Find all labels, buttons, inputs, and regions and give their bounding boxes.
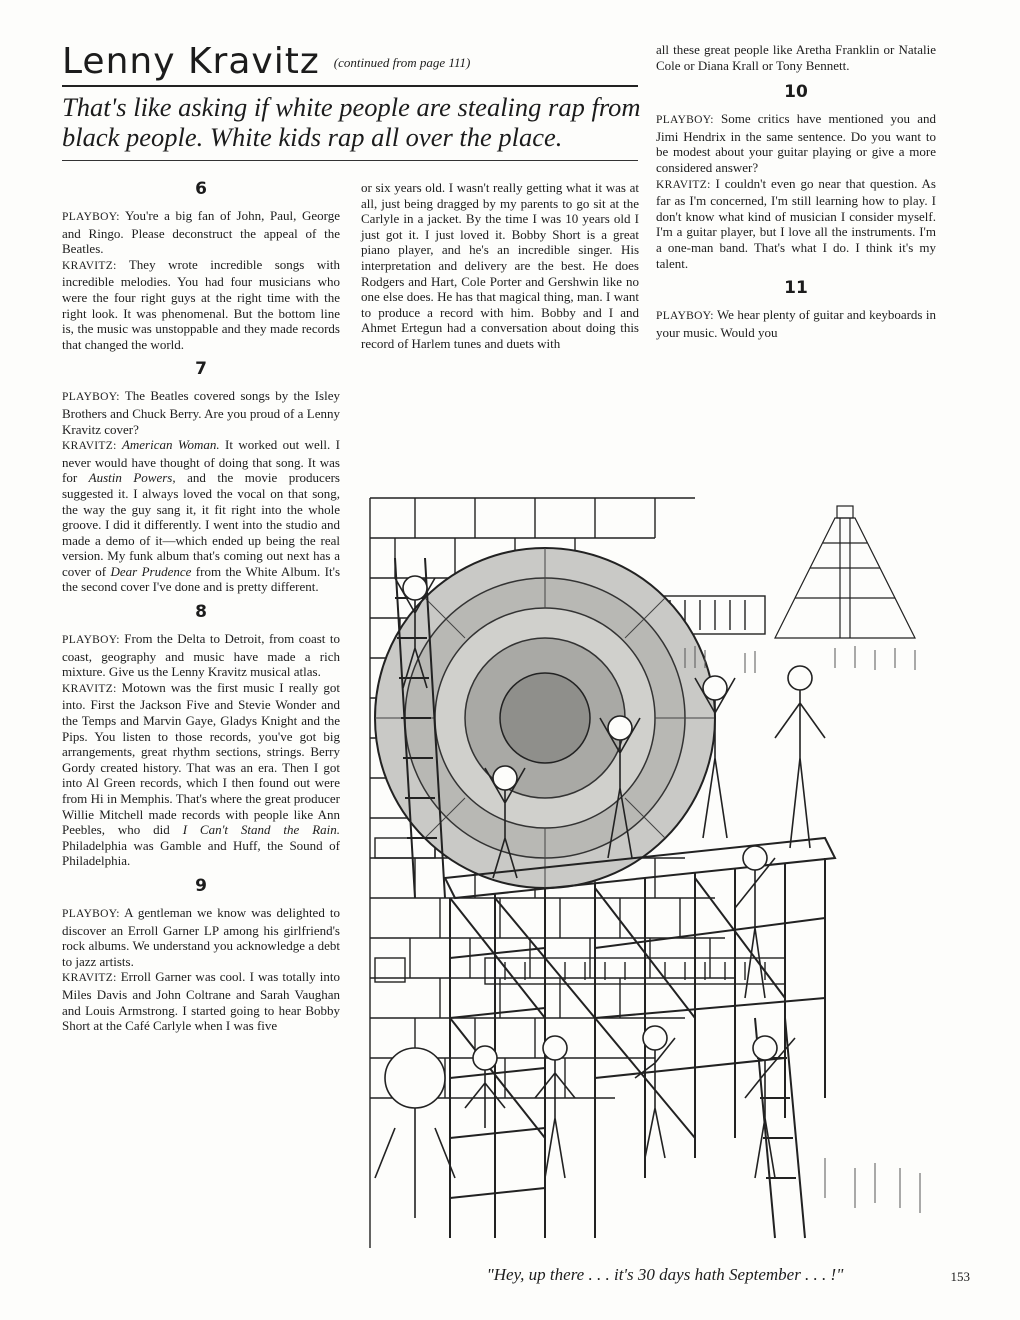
speaker-playboy: PLAYBOY: [62, 634, 120, 647]
speaker-playboy: PLAYBOY: [656, 114, 714, 127]
pyramid [775, 506, 915, 638]
answer-8 [62, 680, 340, 869]
speaker-playboy: PLAYBOY: [62, 211, 120, 223]
song-title: American Woman. [121, 437, 220, 453]
speaker-kravitz: KRAVITZ: [62, 259, 117, 272]
answer-10 [656, 176, 936, 272]
question-7 [62, 388, 340, 437]
speaker-kravitz: KRAVITZ: [656, 178, 711, 191]
pull-quote: That's like asking if white people are stealing rap from black people. White kids rap all over the place. [62, 92, 641, 152]
question-number-6: 6 [195, 179, 207, 199]
column-2 [361, 180, 639, 352]
question-number-8: 8 [195, 602, 207, 623]
question-text: You're a big fan of John, Paul, George and Ringo. Please deconstruct the appeal of the Beatles. [62, 208, 340, 257]
answer-text: It worked out well. I never would have thought of doing that song. It was for [62, 437, 340, 486]
speaker-playboy: PLAYBOY: [62, 391, 120, 404]
song-title: Dear Prudence [110, 563, 192, 579]
page-number: 153 [950, 1269, 970, 1284]
question-8 [62, 631, 340, 680]
song-title: I Can't Stand the Rain. [182, 822, 340, 838]
answer-9-end: all these great people like Aretha Franklin or Natalie Cole or Diana Krall or Tony Bennett. [656, 42, 936, 73]
answer-text: Philadelphia was Gamble and Huff, the Sound of Philadelphia. [62, 837, 340, 869]
question-6 [62, 208, 340, 257]
cartoon-caption: "Hey, up there . . . it's 30 days hath September . . . !" [486, 1265, 844, 1284]
question-11 [656, 307, 936, 340]
answer-text: from the White Album. It's the second cover I've done and is pretty different. [62, 563, 341, 595]
speaker-playboy: PLAYBOY: [62, 907, 120, 920]
column-1 [62, 172, 340, 1034]
question-number-9: 9 [195, 875, 207, 896]
question-number-7: 7 [195, 359, 207, 380]
answer-text: Erroll Garner was cool. I was totally into Miles Davis and John Coltrane and Sarah Vaughan and Louis Armstrong. I started going to hear Bobby Short at the Café Carlyle when I was five [62, 969, 340, 1034]
question-10 [656, 111, 936, 175]
column-3 [656, 42, 936, 340]
speaker-playboy: PLAYBOY: [656, 310, 714, 323]
answer-text: Motown was the first music I really got into. First the Jackson Five and Stevie Wonder and the Temps and Marvin Gaye, Gladys Knight and the Pips. You listen to those records, you've got big arrangements, great rhythm sections, strings. Berry Gordy created history. That was an era. Then I got into Al Green records, which I then found out were from Hi in Memphis. That's where the great producer Willie Mitchell made records with people like Ann Peebles, who did [62, 679, 340, 838]
question-number-11: 11 [784, 278, 808, 299]
answer-6 [62, 257, 340, 353]
cartoon-illustration [355, 478, 943, 1256]
question-text: Some critics have mentioned you and Jimi Hendrix in the same sentence. Do you want to be modest about your guitar playing or give a more considered answer? [656, 111, 936, 175]
speaker-kravitz: KRAVITZ: [62, 682, 117, 695]
article-title: Lenny Kravitz [62, 41, 320, 82]
answer-text: I couldn't even go near that question. As far as I'm concerned, I'm still learning how to play. I don't know what kind of musician I consider myself. I'm a guitar player, but I love all the instruments. I'm a one-man band. That's what I do. I think it's my talent. [656, 175, 936, 271]
crowd [685, 646, 920, 1213]
question-text: From the Delta to Detroit, from coast to coast, geography and music have made a rich mixture. Give us the Lenny Kravitz musical atlas. [62, 631, 340, 680]
answer-text: and the movie producers suggested it. I always loved the vocal on that song, the way the guy sang it, it fit right into the whole groove. I did it differently. I went into the studio and made a demo of it—which ended up being the real version. My funk album that's coming out next has a cover of [62, 470, 340, 579]
question-text: The Beatles covered songs by the Isley Brothers and Chuck Berry. Are you proud of a Lenny Kravitz cover? [62, 388, 340, 437]
speaker-kravitz: KRAVITZ: [62, 972, 117, 985]
question-text: We hear plenty of guitar and keyboards in your music. Would you [656, 307, 936, 340]
answer-9 [62, 969, 340, 1033]
answer-9-continued: or six years old. I wasn't really getting what it was at all, just being dragged by my parents to go sit at the Carlyle in a jacket. By the time I was 10 years old I just got it. I just loved it. Bobby Short is a great piano player, and he's an incredible singer. His interpretation and delivery are the best. He does Rodgers and Hart, Cole Porter and Gershwin like no one else does. He has that magical thing, man. I want to produce a record with him. Bobby and I and Ahmet Ertegun had a conversation about doing this record of Harlem tunes and duets with [361, 180, 639, 351]
continued-note: (continued from page 111) [333, 55, 471, 70]
header-rule [62, 85, 638, 87]
answer-7 [62, 437, 340, 595]
answer-text: They wrote incredible songs with incredible melodies. You had four musicians who were the four right guys at the right time with the right look. It was phenomenal. But the bottom line is, the music was unstoppable and they made records that changed the world. [62, 256, 340, 352]
question-number-10: 10 [784, 82, 808, 103]
question-text: A gentleman we know was delighted to discover an Erroll Garner LP among his girlfriend's rock albums. We understand you acknowledge a debt to jazz artists. [62, 904, 340, 969]
pull-quote-rule [62, 160, 638, 161]
film-title: Austin Powers, [88, 470, 176, 486]
article-header [62, 42, 642, 82]
speaker-kravitz: KRAVITZ: [62, 440, 117, 453]
question-9 [62, 905, 340, 969]
